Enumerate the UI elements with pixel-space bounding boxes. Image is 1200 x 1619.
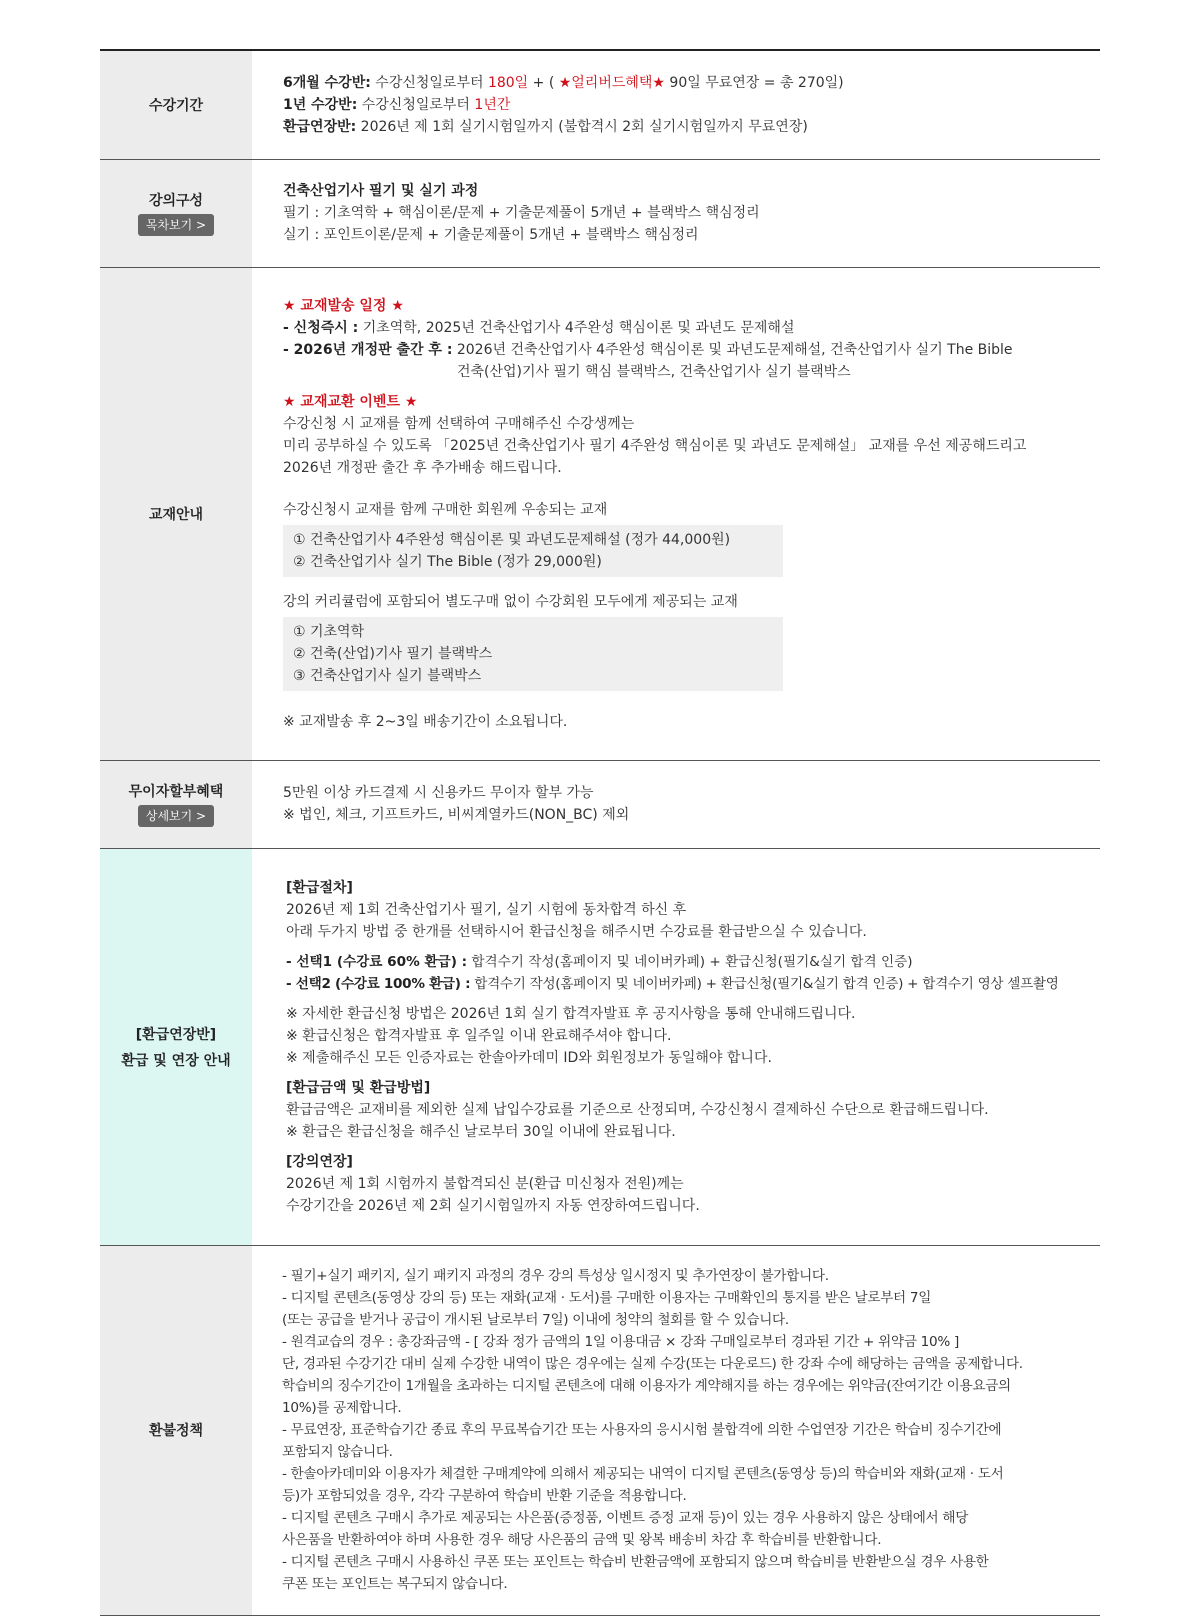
composition-header-label: 강의구성 (148, 193, 204, 209)
ship-schedule-title: ★ 교재발송 일정 ★ (283, 297, 404, 314)
refund-note-1: ※ 자세한 환급신청 방법은 2026년 1회 실기 합격자발표 후 공지사항을 통해 안내해드립니다. (286, 1005, 856, 1022)
extension-line-2: 수강기간을 2026년 제 2회 실기시험일까지 자동 연장하여드립니다. (286, 1197, 700, 1214)
list-item: ② 건축(산업)기사 필기 블랙박스 (293, 645, 493, 662)
row-header-refund-policy: 환불정책 (100, 1245, 252, 1615)
extension-line-1: 2026년 제 1회 시험까지 불합격되신 분(환급 미신청자 전원)께는 (286, 1175, 684, 1192)
installment-line-1: 5만원 이상 카드결제 시 신용카드 무이자 할부 가능 (283, 785, 594, 801)
period-line-refund: 환급연장반: 2026년 제 1회 실기시험일까지 (불합격시 2회 실기시험일까지 무료연장) (283, 118, 808, 135)
row-header-installment (100, 760, 252, 848)
policy-line: (또는 공급을 받거나 공급이 개시된 날로부터 7일) 이내에 청약의 철회를 할 수 있습니다. (282, 1312, 789, 1328)
list-item: ② 건축산업기사 실기 The Bible (정가 29,000원) (293, 553, 602, 570)
preferred-books-box (283, 525, 783, 577)
list-item: ① 기초역학 (293, 623, 365, 640)
refund-amount-line-2: ※ 환급은 환급신청을 해주신 날로부터 30일 이내에 완료됩니다. (286, 1123, 676, 1140)
policy-line: 포함되지 않습니다. (282, 1444, 393, 1460)
policy-line: 쿠폰 또는 포인트는 복구되지 않습니다. (282, 1576, 508, 1592)
refund-procedure-line-2: 아래 두가지 방법 중 한개를 선택하시어 환급신청을 해주시면 수강료를 환급받으실 수 있습니다. (286, 923, 867, 940)
refund-amount-line-1: 환급금액은 교재비를 제외한 실제 납입수강료를 기준으로 산정되며, 수강신청시 결제하신 수단으로 환급해드립니다. (286, 1101, 989, 1118)
refund-procedure-title: [환급절차] (286, 879, 353, 896)
policy-line: 사은품을 반환하여야 하며 사용한 경우 해당 사은품의 금액 및 왕복 배송비 차감 후 학습비를 반환합니다. (282, 1532, 882, 1548)
period-line-1year: 1년 수강반: 수강신청일로부터 1년간 (283, 96, 511, 113)
row-header-composition (100, 159, 252, 267)
policy-line: - 디지털 콘텐츠(동영상 강의 등) 또는 재화(교재 · 도서)를 구매한 이용자는 구매확인의 통지를 받은 날로부터 7일 (282, 1290, 932, 1306)
composition-practical: 실기 : 포인트이론/문제 + 기출문제풀이 5개년 + 블랙박스 핵심정리 (283, 227, 699, 243)
refund-option-1: - 선택1 (수강료 60% 환급) : 합격수기 작성(홈페이지 및 네이버카페) + 환급신청(필기&실기 합격 인증) (286, 953, 913, 970)
policy-line: - 원격교습의 경우 : 총강좌금액 - [ 강좌 정가 금액의 1일 이용대금 × 강좌 구매일로부터 경과된 기간 + 위약금 10% ] (282, 1334, 960, 1350)
course-info-table (100, 49, 1100, 1616)
ship-line-2026-cont: 건축(산업)기사 필기 핵심 블랙박스, 건축산업기사 실기 블랙박스 (457, 363, 851, 380)
policy-line: - 디지털 콘텐츠 구매시 추가로 제공되는 사은품(증정품, 이벤트 증정 교재 등)이 있는 경우 사용하지 않은 상태에서 해당 (282, 1510, 969, 1526)
policy-line: - 디지털 콘텐츠 구매시 사용하신 쿠폰 또는 포인트는 학습비 반환금액에 포함되지 않으며 학습비를 반환받으실 경우 사용한 (282, 1554, 989, 1570)
exchange-event-title: ★ 교재교환 이벤트 ★ (283, 393, 418, 410)
list-item: ① 건축산업기사 4주완성 핵심이론 및 과년도문제해설 (정가 44,000원) (293, 531, 731, 548)
ship-line-immediate: - 신청즉시 : 기초역학, 2025년 건축산업기사 4주완성 핵심이론 및 과년도 문제해설 (283, 319, 795, 336)
toc-button[interactable]: 목차보기 > (138, 214, 214, 236)
policy-line: 단, 경과된 수강기간 대비 실제 수강한 내역이 많은 경우에는 실제 수강(또는 다운로드) 한 강좌 수에 해당하는 금액을 공제합니다. (282, 1356, 1023, 1372)
row-textbook (100, 267, 1100, 760)
row-header-refund-extension (100, 848, 252, 1245)
textbook-content (252, 267, 1100, 760)
policy-line: - 한솔아카데미와 이용자가 체결한 구매계약에 의해서 제공되는 내역이 디지털 콘텐츠(동영상 등)의 학습비와 재화(교재 · 도서 (282, 1466, 1004, 1482)
policy-line: 10%)를 공제합니다. (282, 1400, 402, 1416)
refund-note-2: ※ 환급신청은 합격자발표 후 일주일 이내 완료해주셔야 합니다. (286, 1027, 672, 1044)
list-item: ③ 건축산업기사 실기 블랙박스 (293, 667, 482, 684)
period-content (252, 51, 1100, 159)
preferred-books-title: 수강신청시 교재를 함께 구매한 회원께 우송되는 교재 (283, 501, 608, 518)
policy-line: - 무료연장, 표준학습기간 종료 후의 무료복습기간 또는 사용자의 응시시험 불합격에 의한 수업연장 기간은 학습비 징수기간에 (282, 1422, 1002, 1438)
composition-title: 건축산업기사 필기 및 실기 과정 (283, 183, 479, 199)
shipping-note: ※ 교재발송 후 2~3일 배송기간이 소요됩니다. (283, 713, 568, 730)
refund-header-line-1: [환급연장반] (135, 1026, 217, 1043)
refund-amount-title: [환급금액 및 환급방법] (286, 1079, 431, 1096)
row-installment (100, 760, 1100, 848)
row-header-textbook: 교재안내 (100, 267, 252, 760)
installment-content (252, 760, 1100, 848)
ship-line-2026: - 2026년 개정판 출간 후 : 2026년 건축산업기사 4주완성 핵심이론 및 과년도문제해설, 건축산업기사 실기 The Bible (283, 341, 1013, 358)
row-refund-extension (100, 848, 1100, 1245)
policy-line: 학습비의 징수기간이 1개월을 초과하는 디지털 콘텐츠에 대해 이용자가 계약해지를 하는 경우에는 위약금(잔여기간 이용요금의 (282, 1378, 1011, 1394)
policy-line: - 필기+실기 패키지, 실기 패키지 과정의 경우 강의 특성상 일시정지 및 추가연장이 불가합니다. (282, 1268, 829, 1284)
composition-content (252, 159, 1100, 267)
refund-procedure-line-1: 2026년 제 1회 건축산업기사 필기, 실기 시험에 동차합격 하신 후 (286, 901, 687, 918)
composition-written: 필기 : 기초역학 + 핵심이론/문제 + 기출문제풀이 5개년 + 블랙박스 핵심정리 (283, 205, 760, 221)
free-books-title: 강의 커리큘럼에 포함되어 별도구매 없이 수강회원 모두에게 제공되는 교재 (283, 593, 738, 610)
row-header-period: 수강기간 (100, 51, 252, 159)
refund-policy-content (252, 1245, 1100, 1615)
installment-header-label: 무이자할부혜택 (128, 784, 224, 800)
policy-line: 등)가 포함되었을 경우, 각각 구분하여 학습비 반환 기준을 적용합니다. (282, 1488, 687, 1504)
refund-option-2: - 선택2 (수강료 100% 환급) : 합격수기 작성(홈페이지 및 네이버카페) + 환급신청(필기&실기 합격 인증) + 합격수기 영상 셀프촬영 (286, 975, 1059, 992)
refund-header-line-2: 환급 및 연장 안내 (121, 1052, 231, 1069)
exchange-line-1: 수강신청 시 교재를 함께 선택하여 구매해주신 수강생께는 (283, 415, 635, 432)
installment-line-2: ※ 법인, 체크, 기프트카드, 비씨계열카드(NON_BC) 제외 (283, 807, 630, 823)
extension-title: [강의연장] (286, 1153, 353, 1170)
period-line-6month: 6개월 수강반: 수강신청일로부터 180일 + ( ★얼리버드혜택★ 90일 무료연장 = 총 270일) (283, 74, 844, 91)
refund-extension-content (252, 848, 1100, 1245)
exchange-line-2: 미리 공부하실 수 있도록 「2025년 건축산업기사 필기 4주완성 핵심이론 및 과년도 문제해설」 교재를 우선 제공해드리고 (283, 437, 1027, 454)
row-composition (100, 159, 1100, 267)
refund-note-3: ※ 제출해주신 모든 인증자료는 한솔아카데미 ID와 회원정보가 동일해야 합니다. (286, 1049, 772, 1066)
free-books-box (283, 617, 783, 691)
details-button[interactable]: 상세보기 > (138, 805, 214, 827)
exchange-line-3: 2026년 개정판 출간 후 추가배송 해드립니다. (283, 459, 562, 476)
row-period (100, 51, 1100, 159)
row-refund-policy (100, 1245, 1100, 1615)
